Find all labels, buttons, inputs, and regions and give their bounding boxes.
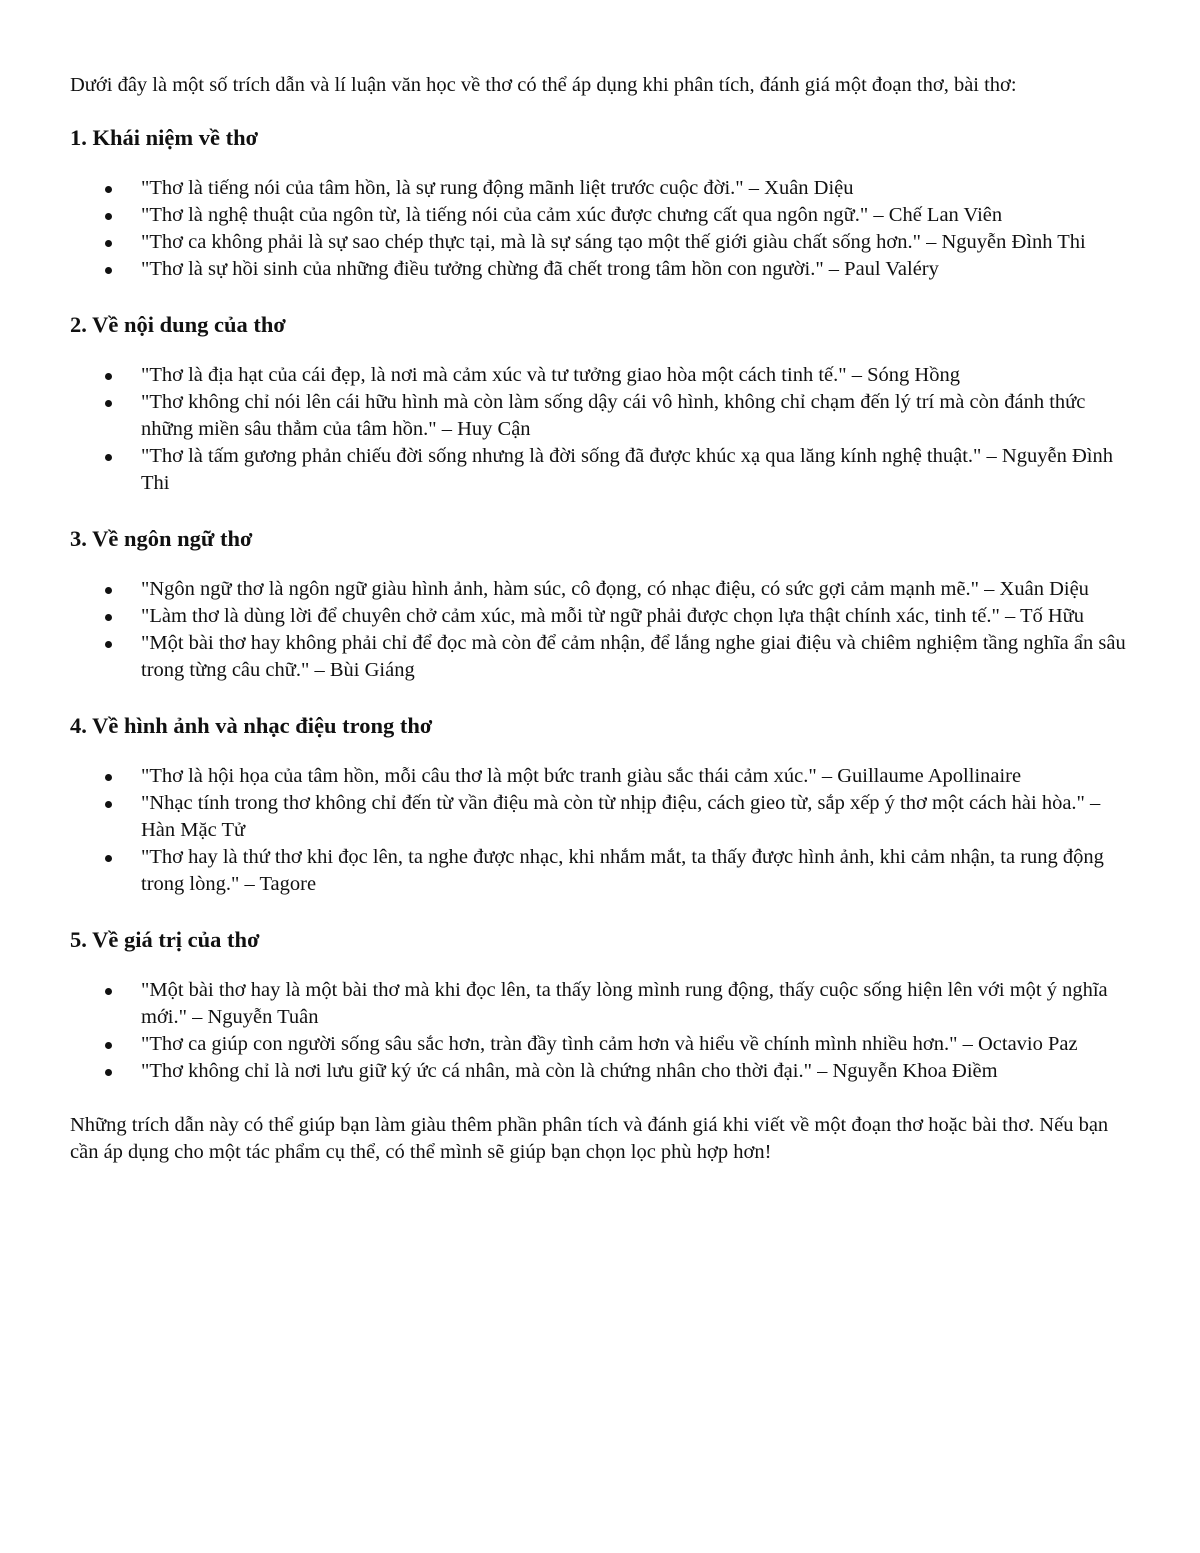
section-heading-imagery-music: 4. Về hình ảnh và nhạc điệu trong thơ — [70, 713, 433, 738]
bullet-icon — [105, 641, 112, 648]
quote-text: "Thơ là nghệ thuật của ngôn từ, là tiếng nói của cảm xúc được chưng cất qua ngôn ngữ." – Chế Lan Viên — [141, 204, 1003, 226]
quote-list-imagery-music — [70, 763, 1132, 898]
quote-text: "Thơ ca không phải là sự sao chép thực tại, mà là sự sáng tạo một thế giới giàu chất sống hơn." – Nguyễn Đình Thi — [141, 231, 1086, 253]
bullet-icon — [105, 1042, 112, 1049]
bullet-icon — [105, 988, 112, 995]
list-item — [70, 202, 1132, 229]
bullet-icon — [105, 186, 112, 193]
quote-text: "Thơ là tiếng nói của tâm hồn, là sự rung động mãnh liệt trước cuộc đời." – Xuân Diệu — [141, 177, 854, 199]
quote-text: "Thơ không chỉ là nơi lưu giữ ký ức cá nhân, mà còn là chứng nhân cho thời đại." – Nguyễn Khoa Điềm — [141, 1060, 998, 1082]
list-item — [70, 229, 1132, 256]
bullet-icon — [105, 855, 112, 862]
document-page — [70, 72, 1132, 1166]
quote-text: "Làm thơ là dùng lời để chuyên chở cảm xúc, mà mỗi từ ngữ phải được chọn lựa thật chính xác, tinh tế." – Tố Hữu — [141, 605, 1085, 627]
quote-list-value — [70, 977, 1132, 1085]
list-item — [70, 763, 1132, 790]
bullet-icon — [105, 801, 112, 808]
bullet-icon — [105, 614, 112, 621]
list-item — [70, 790, 1132, 844]
intro-paragraph: Dưới đây là một số trích dẫn và lí luận văn học về thơ có thể áp dụng khi phân tích, đánh giá một đoạn thơ, bài thơ: — [70, 74, 1017, 96]
list-item — [70, 1058, 1132, 1085]
quote-list-concept — [70, 175, 1132, 283]
bullet-icon — [105, 1069, 112, 1076]
bullet-icon — [105, 400, 112, 407]
quote-text: "Thơ là hội họa của tâm hồn, mỗi câu thơ là một bức tranh giàu sắc thái cảm xúc." – Guillaume Apollinaire — [141, 765, 1022, 787]
quote-text: "Thơ là sự hồi sinh của những điều tưởng chừng đã chết trong tâm hồn con người." – Paul Valéry — [141, 258, 939, 280]
section-heading-content: 2. Về nội dung của thơ — [70, 312, 286, 337]
closing-paragraph: Những trích dẫn này có thể giúp bạn làm giàu thêm phần phân tích và đánh giá khi viết về một đoạn thơ hoặc bài thơ. Nếu bạn cần áp dụng cho một tác phẩm cụ thể, có thể mình sẽ giúp bạn chọn lọc phù hợp hơn! — [70, 1114, 1109, 1163]
list-item — [70, 1031, 1132, 1058]
bullet-icon — [105, 454, 112, 461]
list-item — [70, 603, 1132, 630]
quote-text: "Một bài thơ hay không phải chỉ để đọc mà còn để cảm nhận, để lắng nghe giai điệu và chiêm nghiệm tầng nghĩa ẩn sâu trong từng câu chữ." – Bùi Giáng — [141, 632, 1126, 681]
list-item — [70, 443, 1132, 497]
list-item — [70, 389, 1132, 443]
quote-text: "Thơ là tấm gương phản chiếu đời sống nhưng là đời sống đã được khúc xạ qua lăng kính nghệ thuật." – Nguyễn Đình Thi — [141, 445, 1113, 494]
list-item — [70, 362, 1132, 389]
list-item — [70, 630, 1132, 684]
quote-text: "Thơ ca giúp con người sống sâu sắc hơn, tràn đầy tình cảm hơn và hiểu về chính mình nhiều hơn." – Octavio Paz — [141, 1033, 1078, 1055]
list-item — [70, 977, 1132, 1031]
quote-list-language — [70, 576, 1132, 684]
quote-text: "Nhạc tính trong thơ không chỉ đến từ vần điệu mà còn từ nhịp điệu, cách gieo từ, sắp xếp ý thơ một cách hài hòa." – Hàn Mặc Tử — [141, 792, 1101, 841]
quote-text: "Thơ không chỉ nói lên cái hữu hình mà còn làm sống dậy cái vô hình, không chỉ chạm đến lý trí mà còn đánh thức những miền sâu thẳm của tâm hồn." – Huy Cận — [141, 391, 1086, 440]
bullet-icon — [105, 587, 112, 594]
list-item — [70, 576, 1132, 603]
bullet-icon — [105, 267, 112, 274]
list-item — [70, 844, 1132, 898]
bullet-icon — [105, 240, 112, 247]
quote-text: "Thơ hay là thứ thơ khi đọc lên, ta nghe được nhạc, khi nhắm mắt, ta thấy được hình ảnh, khi cảm nhận, ta rung động trong lòng." – Tagore — [141, 846, 1104, 895]
section-heading-language: 3. Về ngôn ngữ thơ — [70, 526, 253, 551]
section-heading-value: 5. Về giá trị của thơ — [70, 927, 260, 952]
list-item — [70, 256, 1132, 283]
bullet-icon — [105, 213, 112, 220]
bullet-icon — [105, 373, 112, 380]
quote-text: "Một bài thơ hay là một bài thơ mà khi đọc lên, ta thấy lòng mình rung động, thấy cuộc sống hiện lên với một ý nghĩa mới." – Nguyễn Tuân — [141, 979, 1108, 1028]
section-heading-concept: 1. Khái niệm về thơ — [70, 125, 259, 150]
quote-text: "Ngôn ngữ thơ là ngôn ngữ giàu hình ảnh, hàm súc, cô đọng, có nhạc điệu, có sức gợi cảm mạnh mẽ." – Xuân Diệu — [141, 578, 1089, 600]
bullet-icon — [105, 774, 112, 781]
list-item — [70, 175, 1132, 202]
quote-list-content — [70, 362, 1132, 497]
quote-text: "Thơ là địa hạt của cái đẹp, là nơi mà cảm xúc và tư tưởng giao hòa một cách tinh tế." – Sóng Hồng — [141, 364, 960, 386]
